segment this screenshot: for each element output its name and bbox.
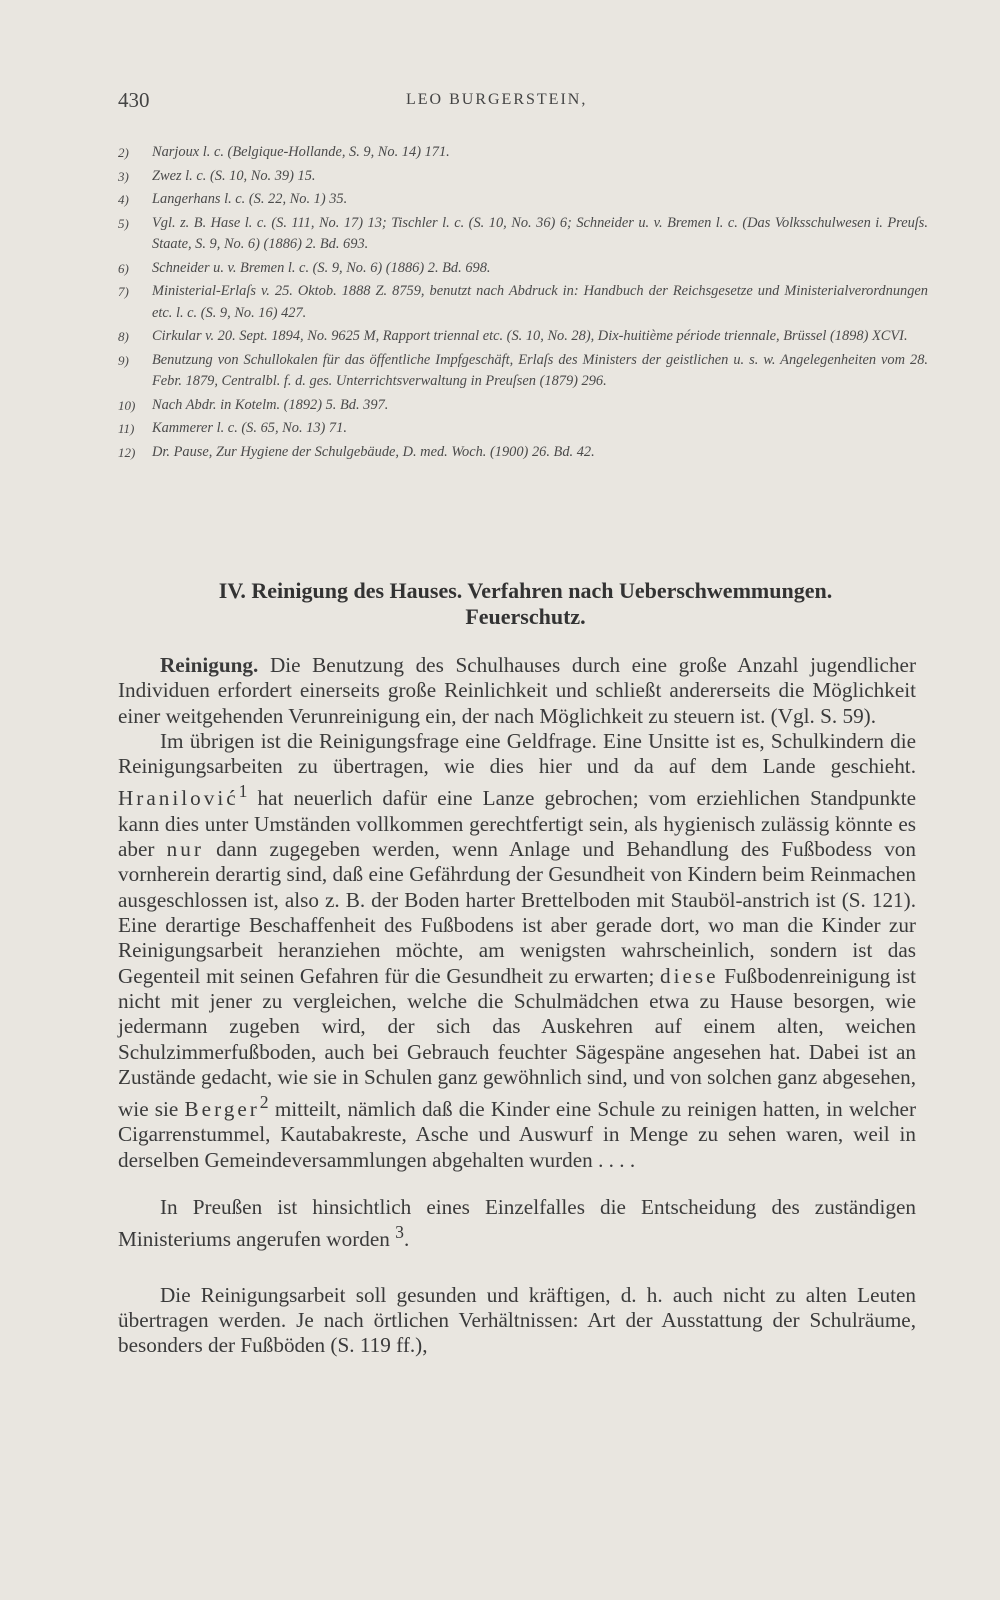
paragraph-text: Die Reinigungsarbeit soll gesunden und kräftigen, d. h. auch nicht zu alten Leuten übertragen werden. Je nach örtlichen Verhältnissen: Art der Ausstattung der Schulräume, besonders der Fußböden (S. 119 ff.), xyxy=(118,1282,916,1358)
paragraph-text: hat neuerlich dafür eine Lanze gebrochen; vom erziehlichen Standpunkte kann dies unter Umständen vollkommen gerechtfertigt sein, als hygienisch zulässig könnte es aber xyxy=(118,786,916,862)
footnote-number: 12) xyxy=(118,444,136,460)
footnote-text: Langerhans l. c. (S. 22, No. 1) 35. xyxy=(152,191,348,207)
footnote-number: 2) xyxy=(118,145,129,160)
author-name: Hranilović xyxy=(118,786,239,811)
paragraph-text: Fußbodenreinigung ist nicht mit jener zu vergleichen, welche die Schulmädchen etwa zu Hause besorgen, wie jedermann zugeben wird, der sich das Auskehren auf einem alten, weichen Schulzimmerfußboden, auch bei Gebrauch feuchter Sägespäne angesehen hat. Dabei ist an Zustände gedacht, wie sie in Schulen ganz gewöhnlich sind, und von solchen ganz abgesehen, wie sie xyxy=(118,963,916,1122)
run-in-heading: Reinigung. xyxy=(160,653,259,677)
footnote-5 xyxy=(118,213,928,256)
paragraph-text: In Preußen ist hinsichtlich eines Einzelfalles die Entscheidung des zuständigen Ministeriums angerufen worden xyxy=(118,1195,916,1252)
footnote-text: Kammerer l. c. (S. 65, No. 13) 71. xyxy=(152,420,347,436)
footnote-number: 3) xyxy=(118,168,129,184)
footnote-10 xyxy=(118,395,928,417)
paragraph-end: . xyxy=(403,1227,410,1252)
footnote-text: Zwez l. c. (S. 10, No. 39) 15. xyxy=(152,167,316,184)
section-heading-line-2: Feuerschutz. xyxy=(465,604,586,629)
footnote-ref: 1 xyxy=(238,781,248,802)
page-header xyxy=(118,88,918,118)
footnote-6 xyxy=(118,258,928,280)
section-heading xyxy=(118,578,933,630)
footnote-number: 8) xyxy=(118,329,129,344)
footnote-2 xyxy=(118,142,928,164)
paragraph-text: Die Benutzung des Schulhauses durch eine große Anzahl jugendlicher Individuen erfordert einerseits große Reinlichkeit und schließt andererseits die Möglichkeit einer weitgehenden Verunreinigung ein, der nach Möglichkeit zu steuern ist. (Vgl. S. 59). xyxy=(118,653,916,728)
footnote-text: Cirkular v. 20. Sept. 1894, No. 9625 M, Rapport triennal etc. (S. 10, No. 28), Dix-huitième période triennale, Brüssel (1898) XCVI. xyxy=(152,328,908,344)
footnote-7 xyxy=(118,281,928,324)
footnote-9 xyxy=(118,350,928,393)
paragraph-2 xyxy=(118,729,916,1173)
author-name: Berger xyxy=(184,1097,260,1122)
emphasis: diese xyxy=(660,963,719,988)
footnote-number: 6) xyxy=(118,260,129,276)
footnote-text: Nach Abdr. in Kotelm. (1892) 5. Bd. 397. xyxy=(152,396,389,413)
paragraph-text: Im übrigen ist die Reinigungsfrage eine Geldfrage. Eine Unsitte ist es, Schulkindern die Reinigungsarbeiten zu übertragen, wie dies hier und da auf dem Lande geschieht. xyxy=(118,728,916,779)
footnote-number: 7) xyxy=(118,284,129,299)
footnote-8 xyxy=(118,326,928,348)
footnote-text: Dr. Pause, Zur Hygiene der Schulgebäude, D. med. Woch. (1900) 26. Bd. 42. xyxy=(152,443,595,460)
footnote-text: Benutzung von Schullokalen für das öffentliche Impfgeschäft, Erlaſs des Ministers der geistlichen u. s. w. Angelegenheiten vom 28. Febr. 1879, Centralbl. f. d. ges. Unterrichtsverwaltung in Preuſsen (1879) 296. xyxy=(152,351,928,389)
footnote-ref: 2 xyxy=(259,1092,269,1113)
page-number: 430 xyxy=(118,88,150,112)
paragraph-1 xyxy=(118,653,916,729)
paragraph-3 xyxy=(118,1195,916,1253)
footnote-text: Narjoux l. c. (Belgique-Hollande, S. 9, No. 14) 171. xyxy=(152,144,450,160)
footnote-3 xyxy=(118,166,928,188)
section-heading-line-1: IV. Reinigung des Hauses. Verfahren nach Ueberschwemmungen. xyxy=(218,578,833,603)
paragraph-4 xyxy=(118,1283,916,1359)
footnote-text: Schneider u. v. Bremen l. c. (S. 9, No. 6) (1886) 2. Bd. 698. xyxy=(152,259,491,276)
footnote-text: Ministerial-Erlaſs v. 25. Oktob. 1888 Z. 8759, benutzt nach Abdruck in: Handbuch der Reichsgesetze und Ministerialverordnungen etc. l. c. (S. 9, No. 16) 427. xyxy=(152,283,928,321)
running-head: LEO BURGERSTEIN, xyxy=(406,91,588,108)
footnote-number: 5) xyxy=(118,215,129,231)
footnote-11 xyxy=(118,418,928,440)
paragraph-text: dann zugegeben werden, wenn Anlage und Behandlung des Fußbodess von vornherein derartig sind, daß eine Gefährdung der Gesundheit von Kindern beim Reinmachen ausgeschlossen ist, also z. B. der Boden harter Brettelboden mit Stauböl-anstrich ist (S. 121). Eine derartige Beschaffenheit des Fußbodens ist aber gerade dort, wo man die Kinder zur Reinigungsarbeit heranziehen möchte, am wenigsten wahrscheinlich, sondern ist das Gegenteil mit seinen Gefahren für die Gesundheit zu erwarten; xyxy=(118,837,916,988)
paragraph-text: mitteilt, nämlich daß die Kinder eine Schule zu reinigen hatten, in welcher Cigarrenstummel, Kautabakreste, Asche und Auswurf in Menge zu sehen waren, weil in derselben Gemeindeversammlungen abgehalten wurden . . . . xyxy=(118,1097,916,1172)
footnote-ref: 3 xyxy=(395,1222,404,1243)
emphasis: nur xyxy=(166,837,204,862)
footnote-number: 10) xyxy=(118,397,136,413)
footnote-number: 4) xyxy=(118,192,129,207)
footnote-12 xyxy=(118,442,928,464)
footnote-number: 9) xyxy=(118,352,129,368)
footnote-text: Vgl. z. B. Hase l. c. (S. 111, No. 17) 13; Tischler l. c. (S. 10, No. 36) 6; Schneider u. v. Bremen l. c. (Das Volksschulwesen i. Preuſs. Staate, S. 9, No. 6) (1886) 2. Bd. 693. xyxy=(152,214,928,252)
footnotes xyxy=(118,142,928,465)
body-text xyxy=(118,653,916,1359)
footnote-number: 11) xyxy=(118,421,135,436)
footnote-4 xyxy=(118,189,928,211)
